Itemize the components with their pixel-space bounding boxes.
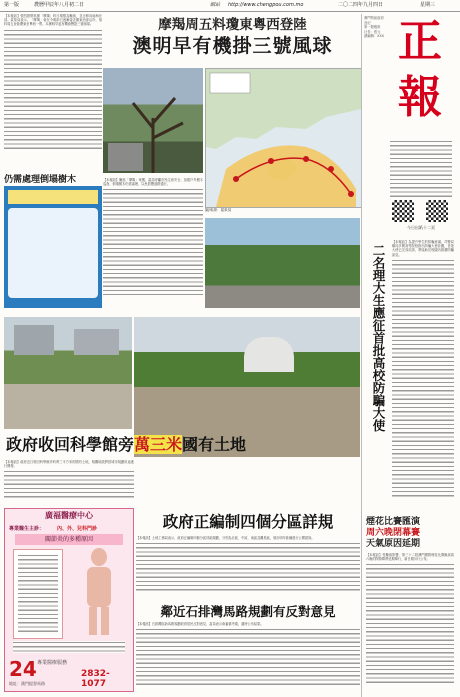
fallen-tree-photo bbox=[103, 68, 203, 173]
track-point bbox=[328, 166, 334, 172]
side-story-headline: 二名理大生應征首批高校防騙大使 bbox=[371, 244, 386, 432]
website-label: 網站 bbox=[210, 2, 221, 8]
map-svg bbox=[206, 69, 361, 207]
typhoon-track-map bbox=[205, 68, 362, 208]
map-legend bbox=[210, 73, 250, 93]
science-center-building bbox=[244, 337, 294, 372]
body-text-lines bbox=[4, 470, 134, 498]
fraud-infographic bbox=[4, 186, 102, 308]
typhoon-kicker: 摩羯周五料瓊東粵西登陸 bbox=[158, 17, 307, 33]
masthead-char-2: 報 bbox=[398, 72, 442, 123]
ad-phone[interactable]: 2832-1077 bbox=[81, 669, 110, 689]
masthead-details bbox=[390, 140, 452, 200]
zoning-body: 【本報訊】土地工務局表示，政府正編制四個分區詳細規劃，分別為北區、中區、南區及離島區，預計明年陸續進行公開諮詢。 bbox=[136, 536, 360, 600]
road-body: 【本報訊】石排灣區新馬路規劃收到居民反對意見，當局表示會審慎考慮，適時公布結果。 bbox=[136, 622, 360, 692]
typhoon-story-body: 【本報訊】強烈熱帶風暴「摩羯」昨日增強為颱風，並正移向南海北部。氣象局表示，「摩羯」會在今明兩日逐漸接近廣東西部沿岸，預料周五登陸瓊東至粵西一帶。本澳明早起有機會懸掛三號風球。 bbox=[4, 14, 102, 164]
masthead-info: 澳門特區政府登記 第一類報紙 社長：張元 總編輯：XXX bbox=[364, 16, 384, 38]
map-caption: 圖/來源：氣象局 bbox=[205, 208, 232, 212]
ad-specialty-label: 專業醫生主診： bbox=[9, 526, 45, 532]
track-point bbox=[268, 158, 274, 164]
ad-hours-label: 專業醫療服務 bbox=[37, 660, 68, 666]
side-story-body: 【本報訊】為提升學生的防騙意識，司警局聯同多間高等院校推出防騙大使計劃，首批大使已完成培訓，將協助於校園內推廣防騙訊息。 bbox=[392, 240, 454, 510]
column-divider bbox=[361, 14, 362, 697]
track-point bbox=[348, 191, 354, 197]
tree-svg bbox=[103, 68, 203, 173]
ad-services: 內、外、兒科門診 bbox=[57, 526, 98, 532]
masthead bbox=[386, 14, 454, 144]
ad-banner: 關節炎的多種原因 bbox=[15, 534, 123, 545]
section-label: 第一版 bbox=[4, 2, 20, 8]
ad-number: 24 bbox=[9, 657, 37, 681]
figure-leg bbox=[101, 607, 109, 635]
ad-info-lines bbox=[13, 641, 125, 653]
typhoon-headline: 澳明早有機掛三號風球 bbox=[132, 35, 333, 57]
building-block bbox=[74, 329, 119, 355]
ad-anatomy-figure bbox=[71, 547, 127, 637]
building-block bbox=[14, 325, 54, 355]
top-bar bbox=[0, 0, 460, 12]
qr-code[interactable] bbox=[426, 200, 448, 222]
weekday: 星期三 bbox=[420, 2, 436, 8]
clinic-ad[interactable] bbox=[4, 508, 134, 692]
figure-leg bbox=[89, 607, 97, 635]
masthead-details-lines bbox=[390, 140, 452, 198]
figure-head bbox=[91, 548, 107, 566]
track-point bbox=[233, 176, 239, 182]
fireworks-body: 【本報訊】受颱風影響，第三十二屆澳門國際煙花比賽匯演周六晚的閉幕賽將延期舉行，新日期另行公布。 bbox=[366, 553, 454, 693]
body-text-lines bbox=[366, 563, 454, 683]
land-headline: 政府收回科學館旁萬三米國有土地 bbox=[6, 435, 247, 454]
ad-address: 地址：澳門提督馬路 bbox=[9, 681, 45, 686]
ad-clinic-name: 廣福醫療中心 bbox=[45, 511, 93, 520]
road-trees-photo bbox=[205, 218, 360, 308]
body-text-lines bbox=[136, 628, 360, 686]
website-link[interactable]: http://www.chengpou.com.mo bbox=[228, 2, 304, 8]
land-story-body: 【本報訊】政府近日收回科學館旁約萬三平方米的國有土地，相關地段將按城市規劃用途進行開發。 bbox=[4, 460, 134, 504]
pages-line: 今日出紙十二頁 bbox=[407, 225, 435, 230]
ad-list-box bbox=[13, 549, 63, 639]
tree-headline: 仍需處理倒塌樹木 bbox=[4, 175, 77, 185]
infographic-panel bbox=[8, 208, 98, 298]
tree-story-body: 【本報訊】颱風「摩羯」來襲，當局呼籲市民注意安全，加強戶外樹木巡查，倒塌樹木仍需處理，以免影響道路通行。 bbox=[103, 178, 203, 313]
track-point bbox=[303, 156, 309, 162]
fireworks-headline: 煙花比賽匯演 周六晚閉幕賽 天氣原因延期 bbox=[366, 517, 421, 549]
zoning-headline: 政府正編制四個分區詳規 bbox=[162, 513, 334, 531]
land-headline-highlight: 萬三米 bbox=[134, 435, 183, 454]
lunar-date: 農曆甲辰年八月初二日 bbox=[34, 2, 85, 8]
infographic-banner bbox=[8, 190, 98, 204]
body-text-lines bbox=[392, 259, 454, 499]
road-headline: 鄰近石排灣馬路規劃有反對意見 bbox=[160, 604, 336, 619]
ad-list-lines bbox=[18, 554, 58, 634]
body-text-lines bbox=[103, 188, 203, 298]
figure-body bbox=[87, 567, 111, 607]
qr-code[interactable] bbox=[392, 200, 414, 222]
body-text-lines bbox=[4, 29, 102, 149]
building bbox=[108, 143, 143, 171]
publish-date: 二〇二四年九月四日 bbox=[338, 2, 384, 8]
body-text-lines bbox=[136, 542, 360, 592]
aerial-site-photo bbox=[4, 317, 132, 429]
masthead-char-1: 正 bbox=[398, 16, 442, 67]
